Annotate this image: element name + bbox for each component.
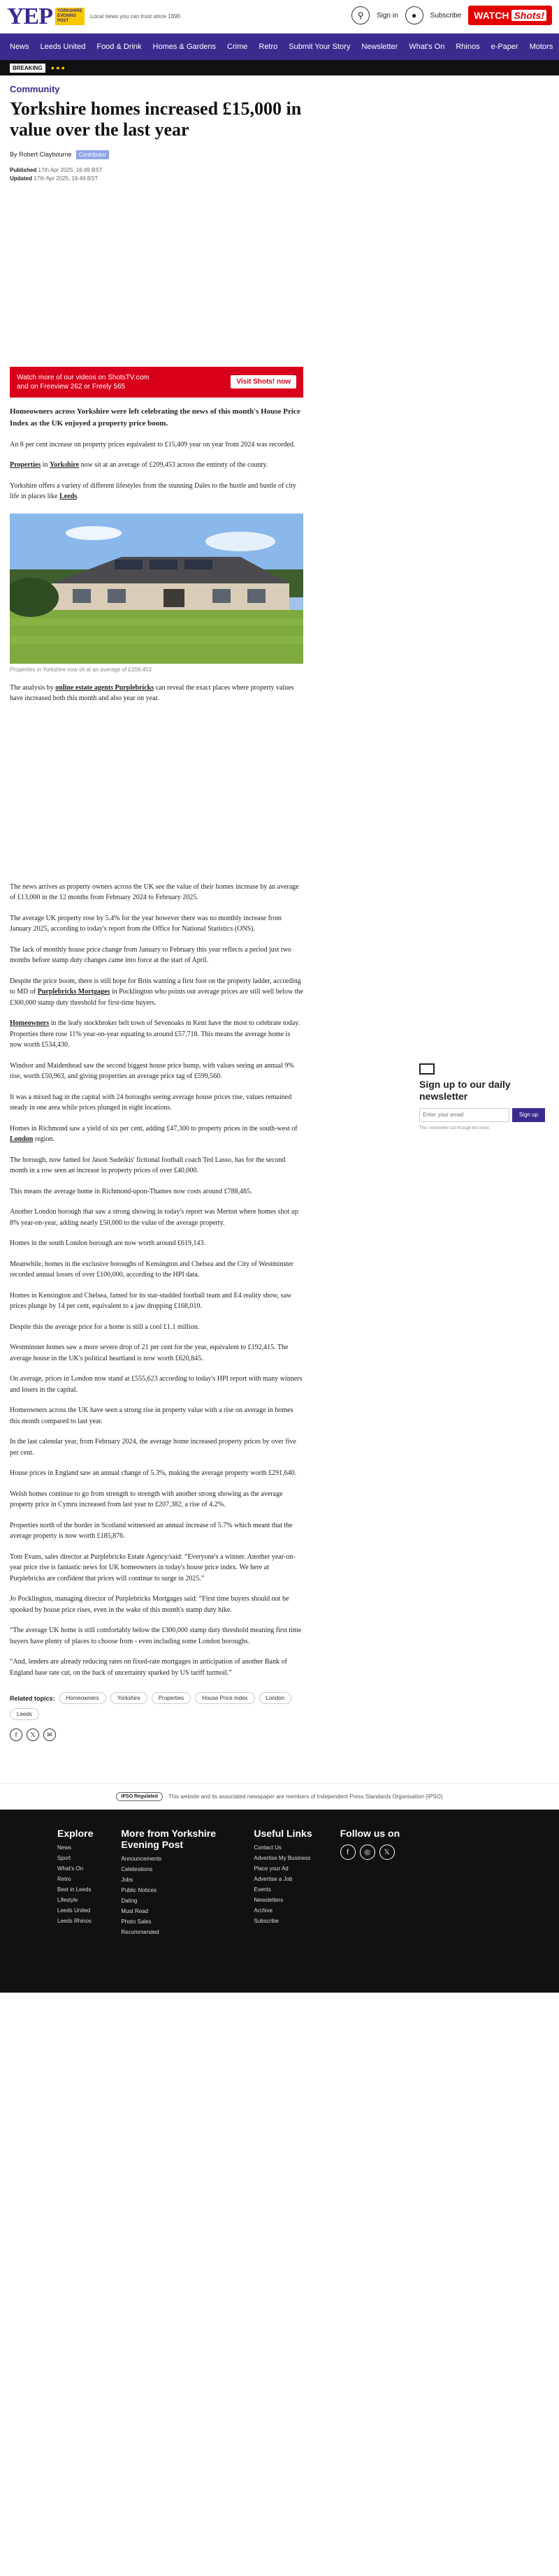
footer-link[interactable]: Archive <box>254 1907 273 1914</box>
footer-link[interactable]: Must Read <box>121 1908 149 1915</box>
paragraph: On average, prices in London now stand at £555,623 according to today's HPI report with many winners and losers in the capital. <box>10 1375 303 1394</box>
nav-item[interactable]: Food & Drink <box>96 43 142 51</box>
breaking-dots-icon[interactable]: ●●● <box>50 64 66 71</box>
nav-item[interactable]: Homes & Gardens <box>152 43 217 51</box>
homeowners-link[interactable]: Homeowners <box>10 1019 50 1028</box>
paragraph: Jo Pocklington, managing director of Purplebricks Mortgages said: “First time buyers should not be spooked by house price rises, even in the wake of this month's stamp duty hike. <box>10 1595 289 1614</box>
footer-more <box>121 1828 226 1972</box>
footer-link[interactable]: What's On <box>57 1865 84 1872</box>
nav-item[interactable]: Retro <box>259 43 278 51</box>
footer-link[interactable]: Events <box>254 1886 271 1893</box>
paragraph <box>10 683 303 704</box>
ipso-strip <box>0 1783 559 1810</box>
paragraph-text: Homes in Richmond saw a yield of six per cent, adding £47,300 to property prices in the south-west of <box>10 1124 298 1133</box>
related-topics <box>10 1692 303 1720</box>
paragraph: It was a mixed bag in the capital with 24 boroughs seeing average house prices rise, values remained steady in one area while prices plunged in eight locations. <box>10 1093 292 1112</box>
topic-tag[interactable]: House Price Index <box>195 1692 254 1704</box>
footer-heading: Follow us on <box>340 1828 400 1840</box>
paragraph <box>10 1123 303 1145</box>
site-logo[interactable] <box>7 5 85 29</box>
paragraph-text: . <box>77 493 79 501</box>
topic-tag[interactable]: Yorkshire <box>110 1692 147 1704</box>
paragraph: Windsor and Maidenhead saw the second biggest house price bump, with values seeing an annual 9% rise, worth £50,963, and giving properties an average price tag of £599,560. <box>10 1061 294 1081</box>
email-icon[interactable]: ✉ <box>43 1729 56 1741</box>
shots-promo-banner[interactable] <box>10 367 303 398</box>
footer-heading: Explore <box>57 1828 94 1840</box>
footer-link[interactable]: Sport <box>57 1855 71 1862</box>
logo-wordmark: YEP <box>7 3 52 29</box>
footer-link[interactable]: Dating <box>121 1898 138 1905</box>
article-photo[interactable] <box>10 514 303 664</box>
paragraph: In the last calendar year, from February 2024, the average home increased property prices by over five per cent. <box>10 1438 296 1457</box>
purplebricks-link[interactable]: online estate agents Purplebricks <box>55 683 154 692</box>
nav-item[interactable]: Newsletter <box>361 43 398 51</box>
topic-tag[interactable]: Homeowners <box>59 1692 106 1704</box>
paragraph-text: in the leafy stockbroker belt town of Sevenoaks in Kent have the most to celebrate today. Properties there rose 11% year-on-year equating to around £57,718. This means the average home is now worth £534,430. <box>10 1019 300 1049</box>
search-icon[interactable]: ⚲ <box>351 6 370 24</box>
footer-link[interactable]: Leeds United <box>57 1907 91 1914</box>
paragraph: Homeowners across the UK have seen a strong rise in property value with a rise on average in homes this month compared to last year. <box>10 1406 293 1425</box>
footer-link[interactable]: Place your Ad <box>254 1865 289 1872</box>
article <box>10 84 303 1741</box>
facebook-icon[interactable]: f <box>340 1844 356 1860</box>
properties-link[interactable]: Properties <box>10 461 41 470</box>
nav-item[interactable]: Rhinos <box>456 43 480 51</box>
paragraph: Despite this the average price for a home is still a cool £1.1 million. <box>10 1323 200 1331</box>
author-name[interactable]: By Robert Claybourne <box>10 151 72 159</box>
subscribe-link[interactable]: Subscribe <box>430 11 462 20</box>
video-player-area[interactable] <box>10 183 303 361</box>
paragraph: The news arrives as property owners across the UK see the value of their homes increase by an average of £13,000 in the 12 months from February 2024 to February 2025. <box>10 882 299 902</box>
nav-item[interactable]: Submit Your Story <box>289 43 351 51</box>
promo-text <box>17 373 149 391</box>
footer-link[interactable]: News <box>57 1844 72 1851</box>
paragraph <box>10 1018 303 1051</box>
paragraph: This means the average home in Richmond-upon-Thames now costs around £788,485. <box>10 1187 252 1195</box>
envelope-icon <box>419 1063 435 1075</box>
paragraph: The lack of monthly house price change from January to February this year reflects a period just two months before stamp duty changes came into force at the start of April. <box>10 945 291 965</box>
paragraph: Homes in the south London borough are now worth around £619,143. <box>10 1239 205 1248</box>
purplebricks-mortgages-link[interactable]: Purplebricks Mortgages <box>37 988 110 996</box>
paragraph <box>10 460 303 471</box>
nav-item[interactable]: What's On <box>409 43 445 51</box>
ipso-text: This website and its associated newspaper are members of Independent Press Standards Organisation (IPSO) <box>168 1793 443 1800</box>
tagline: Local news you can trust since 1890 <box>90 13 180 20</box>
paragraph: “And, lenders are already reducing rates on fixed-rate mortgages in anticipation of another Bank of England base rate cut, on the back of uncertainty sparked by US tariff turmoil.” <box>10 1658 287 1677</box>
paragraph-text: in Pocklington who points out average prices are still well below the £300,000 stamp duty threshold for first-time buyers. <box>10 988 303 1007</box>
nav-item[interactable]: Crime <box>227 43 248 51</box>
footer-link[interactable]: Jobs <box>121 1877 133 1884</box>
footer-heading: More from Yorkshire Evening Post <box>121 1828 216 1851</box>
updated-label: Updated <box>10 175 32 182</box>
footer-link[interactable]: Retro <box>57 1876 71 1883</box>
account-icon[interactable]: ● <box>405 6 423 24</box>
paragraph: Tom Evans, sales director at Purplebricks Estate Agency/said: “Everyone's a winner. Another year-on-year price rise is fantastic news for UK homeowners in today's house price index. We here at Purplebricks are confident that prices will continue to surge in 2025.” <box>10 1552 296 1582</box>
yorkshire-link[interactable]: Yorkshire <box>50 461 80 470</box>
footer-link[interactable]: Public Notices <box>121 1887 157 1894</box>
nav-item[interactable]: News <box>10 43 29 51</box>
nav-item[interactable]: Leeds United <box>40 43 86 51</box>
footer-explore <box>57 1828 93 1972</box>
london-link[interactable]: London <box>10 1135 34 1144</box>
footer-link[interactable]: Photo Sales <box>121 1919 152 1926</box>
footer-heading: Useful Links <box>254 1828 312 1840</box>
footer-link[interactable]: Announcements <box>121 1856 162 1863</box>
paragraph: Homes in Kensington and Chelsea, famed for its star-studded football team and E4 reality show, saw prices plunge by 14 per cent, equivalent to a jaw dropping £168,010. <box>10 1291 292 1311</box>
nav-item[interactable]: Motors <box>529 43 553 51</box>
watch-label: WATCH <box>474 10 509 21</box>
published-date: 17th Apr 2025, 16:49 BST <box>38 166 103 173</box>
promo-line-1: Watch more of our videos on ShotsTV.com <box>17 373 150 381</box>
breaking-label: BREAKING <box>10 64 45 73</box>
footer-link[interactable]: Newsletters <box>254 1897 284 1904</box>
topic-tag[interactable]: London <box>259 1692 292 1704</box>
contributor-badge: Contributor <box>76 150 110 159</box>
promo-line-2: and on Freeview 262 or Freely 565 <box>17 382 126 391</box>
share-buttons <box>10 1729 303 1741</box>
site-header <box>0 0 559 34</box>
ad-slot <box>10 704 303 872</box>
facebook-icon[interactable]: f <box>10 1729 22 1741</box>
footer-link[interactable]: Best in Leeds <box>57 1886 92 1893</box>
paragraph: House prices in England saw an annual change of 5.3%, making the average property worth £291,640. <box>10 1469 297 1478</box>
paragraph: An 8 per cent increase on property prices equivalent to £15,409 year on year from 2024 was recorded. <box>10 440 296 449</box>
newsletter-fine-print: The i newsletter cut through the noise <box>419 1126 490 1130</box>
paragraph-text: Yorkshire offers a variety of different lifestyles from the stunning Dales to the hustle and bustle of city life in places like <box>10 481 296 501</box>
breaking-bar <box>0 60 559 75</box>
paragraph-text: region. <box>33 1135 55 1144</box>
house-photo-illustration <box>10 514 303 664</box>
footer-link[interactable]: Lifestyle <box>57 1897 78 1904</box>
logo-box: YORKSHIRE EVENING POST <box>55 8 85 25</box>
footer-link[interactable]: Subscribe <box>254 1918 279 1925</box>
paragraph-text: can reveal the exact places where property values have increased both this month and also year on year. <box>10 683 294 703</box>
paragraph-text: in <box>41 461 50 470</box>
newsletter-signup <box>419 1063 545 1131</box>
nav-item[interactable]: e-Paper <box>491 43 518 51</box>
lead-paragraph: Homeowners across Yorkshire were left celebrating the news of this month's House Price Index as the UK enjoyed a property price boom. <box>10 407 300 428</box>
newsletter-email-input[interactable] <box>419 1108 509 1122</box>
paragraph: Westminster homes saw a more severe drop of 21 per cent for the year, equivalent to £192,415. The average house in the UK's political heartland is now worth £620,845. <box>10 1344 289 1362</box>
topics-label: Related topics: <box>10 1694 55 1702</box>
ipso-logo[interactable]: IPSO Regulated <box>116 1792 163 1801</box>
x-icon[interactable]: 𝕏 <box>379 1844 395 1860</box>
paragraph-text: The analysis by <box>10 683 56 692</box>
shots-brand: Shots! <box>511 10 546 21</box>
paragraph: “The average UK home is still comfortably below the £300,000 stamp duty threshold meaning first time buyers have plenty of places to choose from - even including some London boroughs. <box>10 1627 302 1645</box>
updated-date: 17th Apr 2025, 16:49 BST <box>34 175 99 182</box>
newsletter-signup-button[interactable]: Sign up <box>512 1108 545 1122</box>
newsletter-title: Sign up to our daily newsletter <box>419 1079 511 1102</box>
paragraph: The average UK property rose by 5.4% for the year however there was no monthly increase from January 2025, according to today's report from the Office for National Statistics (ONS). <box>10 914 282 933</box>
footer-link[interactable]: Celebrations <box>121 1866 153 1873</box>
paragraph: The borough, now famed for Jason Sudeikis' fictional football coach Ted Lasso, has for the second month in a row seen an increase in property prices of over £40,000. <box>10 1156 286 1175</box>
watch-shots-button[interactable] <box>468 6 552 25</box>
paragraph-text: now sit at an average of £209,453 across the entirety of the county. <box>79 461 268 470</box>
visit-shots-button[interactable]: Visit Shots! now <box>231 375 296 388</box>
section-label[interactable]: Community <box>10 84 60 94</box>
footer-link[interactable]: Leeds Rhinos <box>57 1918 92 1925</box>
footer-follow <box>340 1828 400 1972</box>
sign-in-link[interactable]: Sign in <box>377 11 398 20</box>
photo-caption: Properties in Yorkshire now sit at an average of £209,453 <box>10 666 152 673</box>
published-label: Published <box>10 166 37 173</box>
topic-tag[interactable]: Leeds <box>10 1708 39 1720</box>
footer-link[interactable]: Advertise a Job <box>254 1876 293 1883</box>
paragraph: Welsh homes continue to go from strength to strength with another strong showing as the average property price in Cymru increased from last year to £207,382, a rise of 4.2%. <box>10 1490 283 1509</box>
topic-tag[interactable]: Properties <box>152 1692 191 1704</box>
paragraph <box>10 976 303 1009</box>
paragraph: Properties north of the border in Scotland witnessed an annual increase of 5.7% which meant that the average property is now worth £185,876. <box>10 1521 293 1541</box>
x-icon[interactable]: 𝕏 <box>27 1729 39 1741</box>
headline: Yorkshire homes increased £15,000 in value over the last year <box>10 99 302 140</box>
footer-useful <box>254 1828 312 1972</box>
paragraph: Another London borough that saw a strong showing in today's report was Merton where homes shot up 8% year-on-year, adding nearly £50,000 to the value of the average property. <box>10 1208 298 1227</box>
instagram-icon[interactable]: ◎ <box>360 1844 375 1860</box>
paragraph <box>10 481 303 502</box>
main-nav <box>0 34 559 60</box>
footer-link[interactable]: Recommended <box>121 1929 159 1936</box>
site-footer <box>0 1810 559 1993</box>
paragraph: Meanwhile, homes in the exclusive boroughs of Kensington and Chelsea and the City of Westminster recorded annual losses of over £100,000, according to the HPI data. <box>10 1260 293 1279</box>
article-dates <box>10 166 303 183</box>
footer-link[interactable]: Advertise My Business <box>254 1855 311 1862</box>
byline <box>10 150 303 159</box>
paragraph-text: Despite the price boom, there is still hope for Brits wanting a first foot on the property ladder, according to MD of <box>10 977 301 996</box>
footer-link[interactable]: Contact Us <box>254 1844 282 1851</box>
leeds-link[interactable]: Leeds <box>59 493 78 501</box>
